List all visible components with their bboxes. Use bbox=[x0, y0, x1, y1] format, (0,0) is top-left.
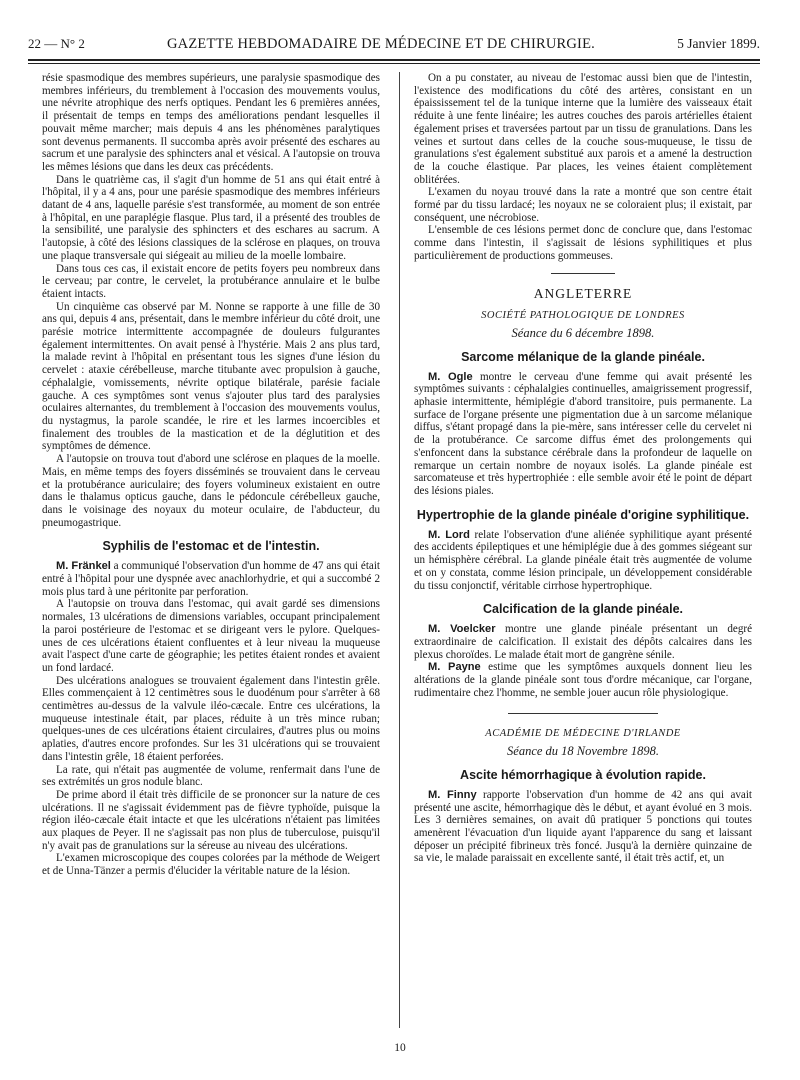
page-folio: 10 bbox=[394, 1042, 406, 1054]
session-date: Séance du 6 décembre 1898. bbox=[511, 325, 655, 340]
society-heading: SOCIÉTÉ PATHOLOGIQUE DE LONDRES bbox=[481, 310, 685, 322]
paragraph-text: rapporte l'observation d'un homme de 42 ans qui avait présenté une ascite, hémorrhagique dès le début, et ayant évolué en 3 mois. Les 3 dernières semaines, on avait dû pratiquer 5 ponctions qui toutes amenèrent l'évacuation d'un liquide ayant l'apparence du sang et laissant déposer un précipité fibrineux très foncé. Jusqu'à la dernière quinzaine de sa vie, le malade paraissait en excellente santé, il était très actif, et, un bbox=[414, 788, 752, 865]
paragraph: Dans tous ces cas, il existait encore de petits foyers peu nombreux dans le cerveau; par contre, le cervelet, la protubérance annulaire et le bulbe étaient intacts. bbox=[42, 262, 380, 300]
page-number: 22 — N° 2 bbox=[28, 36, 85, 51]
divider bbox=[551, 273, 615, 274]
paragraph: A l'autopsie on trouva tout d'abord une sclérose en plaques de la moelle. Mais, en même temps des foyers disséminés se trouvaient dans le cerveau et la protubérance auriculaire; des foyers volumineux existaient en outre dans le thalamus opticus gauche, dans le pédoncule cérébelleux gauche, dans le voisinage des noyaux du moteur oculaire, de l'abducteur, du pneumogastrique. bbox=[42, 453, 380, 529]
paragraph: L'ensemble de ces lésions permet donc de conclure que, dans l'estomac comme dans l'intestin, il s'agissait de lésions syphilitiques et plus particulièrement de productions gommeuses. bbox=[414, 224, 752, 262]
paragraph-text: estime que les symptômes auxquels donnent lieu les altérations de la glande pinéale sont tous d'ordre mécanique, car l'organe, rudimentaire chez l'homme, ne semble jouer aucun rôle physiologique. bbox=[414, 661, 752, 699]
header-rule-thin bbox=[28, 63, 760, 64]
paragraph bbox=[42, 560, 380, 598]
paragraph: On a pu constater, au niveau de l'estomac aussi bien que de l'intestin, l'existence des modifications du côté des artères, consistant en un épaississement tel de la tunique interne que la lumière des vaisseaux était réduite à une fente linéaire; les autres couches des parois artérielles étaient également prises et traversées partout par un tissu de granulations. Dans les veines et surtout dans celles de la couche sous-muqueuse, le tissu de granulations s'est également substitué aux parois et a amené la destruction de la couche élastique. Par places, les veines étaient complètement oblitérées. bbox=[414, 72, 752, 186]
divider bbox=[508, 713, 658, 714]
paragraph-text: montre une glande pinéale présentant un degré extraordinaire de calcification. Il existait des dépôts calcaires dans les plexus choroïdes. Le malade était mort de gangrène sénile. bbox=[414, 623, 752, 661]
column-rule bbox=[399, 72, 400, 1028]
paragraph bbox=[414, 789, 752, 865]
paragraph-text: montre le cerveau d'une femme qui avait présenté les symptômes suivants : céphalalgies continuelles, amaigrissement progressif, aphasie intermittente, hémiplégie d'abord transitoire, puis permanente. La surface de l'organe présente une pigmentation due à un sarcome mélanique diffus, s'étant propagé dans la pie-mère, sans intéresser celle du cervelet ni de la protubérance. Ce sarcome diffus émet des prolongements qui s'enfoncent dans la substance cérébrale dans la profondeur de laquelle on remarque un certain nombre de noyaux isolés. La glande pinéale est sarcomateuse et très hypertrophiée : elle semble avoir été le point de départ des lésions piales. bbox=[414, 370, 752, 497]
paragraph-text: relate l'observation d'une aliénée syphilitique ayant présenté des accidents épileptiques et une hémiplégie due à des gommes siégeant sur un hémisphère cérébral. La glande pinéale était très augmentée de volume et on y constata, comme lésion principale, un développement considérable du tissu conjonctif, véritable cirrhose hypertrophique. bbox=[414, 528, 752, 592]
paragraph: L'examen microscopique des coupes colorées par la méthode de Weigert et de Unna-Tänzer a permis d'élucider la véritable nature de la lésion. bbox=[42, 852, 380, 878]
paragraph bbox=[414, 371, 752, 498]
paragraph bbox=[414, 623, 752, 661]
country-heading: ANGLETERRE bbox=[533, 285, 633, 301]
paragraph bbox=[414, 661, 752, 699]
paragraph-text: a communiqué l'observation d'un homme de 47 ans qui était entré à l'hôpital pour une dyspnée avec anachlorhydrie, et qui a succombé 2 mois plus tard à une péritonite par perforation. bbox=[42, 560, 380, 598]
paragraph: Des ulcérations analogues se trouvaient également dans l'intestin grêle. Elles commençaient à 12 centimètres sous le duodénum pour s'arrêter à 68 centimètres au-dessus de la valvule iléo-cæcale. Entre ces ulcérations, la muqueuse intestinale était, par places, réduite à un très mince ruban; quelques-unes de ces ulcérations étaient circulaires, d'autres plus ou moins aplaties, d'autres encore profondes. Sur les 31 ulcérations qui se trouvaient dans l'intestin grêle, 18 étaient perforées. bbox=[42, 674, 380, 763]
paragraph: Dans le quatrième cas, il s'agit d'un homme de 51 ans qui était entré à l'hôpital, il y a 4 ans, pour une parésie spasmodique des membres inférieurs datant de 4 ans, laquelle parésie s'est transformée, au moment de son entrée à l'hôpital, en une paraplégie flasque. Plus tard, il a présenté des troubles de la sensibilité, une paralysie des sphincters et des eschares au sacrum. A l'autopsie, à côté des lésions classiques de la sclérose en plaques, on trouva une plaque transversale qui siégeait au milieu de la moelle lombaire. bbox=[42, 173, 380, 262]
speaker-name: M. Finny bbox=[428, 788, 477, 801]
running-header bbox=[28, 36, 760, 58]
paragraph: La rate, qui n'était pas augmentée de volume, renfermait dans l'une de ses extrémités un gros nodule blanc. bbox=[42, 763, 380, 789]
paragraph: résie spasmodique des membres supérieurs, une paralysie spasmodique des membres inférieurs, du tremblement à l'occasion des mouvements voulus, une névrite atrophique des nerfs optiques. Pendant les 6 premières années, il présentait de temps en temps des améliorations pendant lesquelles il pouvait même marcher; mais depuis 4 ans les phénomènes paralytiques sont devenus permanents. Il succomba après avoir présenté des eschares au sacrum et une paralysie des sphincters anal et vésical. A l'autopsie on trouva les mêmes lésions que dans les deux cas précédents. bbox=[42, 72, 380, 173]
paragraph bbox=[414, 529, 752, 593]
section-title: Calcification de la glande pinéale. bbox=[482, 602, 684, 617]
speaker-name: M. Payne bbox=[428, 661, 481, 674]
header-rule bbox=[28, 59, 760, 61]
session-date: Séance du 18 Novembre 1898. bbox=[507, 744, 659, 759]
speaker-name: M. Voelcker bbox=[428, 623, 496, 636]
paragraph: L'examen du noyau trouvé dans la rate a montré que son centre était formé par du tissu lardacé; les noyaux ne se coloraient plus; il existait, par conséquent, une nécrobiose. bbox=[414, 186, 752, 224]
paragraph: De prime abord il était très difficile de se prononcer sur la nature de ces ulcérations. Il ne s'agissait évidemment pas de fièvre typhoïde, puisque la région iléo-cæcale était intacte et que les ulcérations n'étaient pas limitées aux plaques de Peyer. Il ne s'agissait pas non plus de tuberculose, puisqu'il n'y avait pas de granulations sur la séreuse au niveau des ulcérations. bbox=[42, 788, 380, 852]
journal-title: GAZETTE HEBDOMADAIRE DE MÉDECINE ET DE CHIRURGIE. bbox=[167, 36, 595, 52]
section-title: Sarcome mélanique de la glande pinéale. bbox=[461, 349, 705, 364]
paragraph: Un cinquième cas observé par M. Nonne se rapporte à une fille de 30 ans qui, depuis 4 ans, présentait, dans le membre inférieur du côté droit, une parésie motrice intermittente accompagnée de douleurs fulgurantes également intermittentes. On avait pensé à l'hystérie. Mais 2 ans plus tard, la malade revint à l'hôpital en présentant tous les signes d'une lésion du cervelet : ataxie cérébelleuse, marche titubante avec propulsion à gauche, céphalalgie, vomissements, névrite optique bilatérale, parésie faciale gauche. A ces symptômes sont venus s'ajouter plus tard des paralysies oculaires alternantes, du tremblement à l'occasion des mouvements voulus, du nystagmus, la parole scandée, le rire et les larmes incoercibles et finalement des troubles de la mastication et de la déglutition et des symptômes de démence. bbox=[42, 300, 380, 453]
speaker-name: M. Fränkel bbox=[56, 560, 111, 573]
society-heading: ACADÉMIE DE MÉDECINE D'IRLANDE bbox=[485, 728, 681, 740]
speaker-name: M. Ogle bbox=[428, 370, 473, 383]
section-title: Syphilis de l'estomac et de l'intestin. bbox=[102, 539, 320, 554]
left-column bbox=[42, 72, 380, 1030]
issue-date: 5 Janvier 1899. bbox=[677, 36, 760, 51]
section-title: Ascite hémorrhagique à évolution rapide. bbox=[460, 767, 706, 782]
speaker-name: M. Lord bbox=[428, 528, 470, 541]
paragraph: A l'autopsie on trouva dans l'estomac, qui avait gardé ses dimensions normales, 13 ulcérations de dimensions variables, occupant principalement la paroi postérieure de l'estomac et se dirigeant vers le pylore. Quelques-unes de ces ulcérations étaient confluentes et à leur niveau la muqueuse avait l'aspect d'une carte de géographie; les petites étaient rondes et avaient un fond lardacé. bbox=[42, 598, 380, 674]
section-title: Hypertrophie de la glande pinéale d'origine syphilitique. bbox=[416, 507, 750, 522]
right-column bbox=[414, 72, 752, 1030]
